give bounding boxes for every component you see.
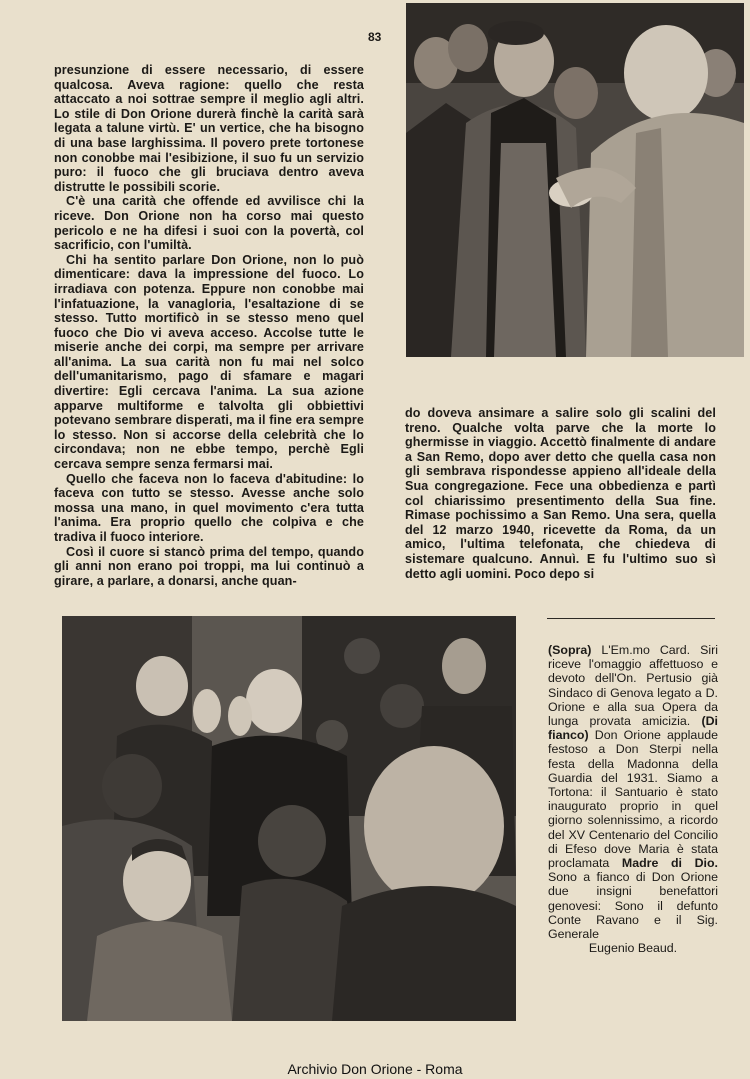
article-column-right xyxy=(405,406,716,581)
paragraph: presunzione di essere necessario, di essere qualcosa. Aveva ragione: quello che resta attaccato a noi sottrae sempre il meglio agli altri. Lo stile di Don Orione durerà finchè la carità sarà legata a talune virtù. E' un vertice, che ha bisogno di una base larghissima. Il povero prete tortonese non conobbe mai l'esibizione, il suo fu un servizio puro: il fuoco che gli bruciava dentro aveva distrutte le possibili scorie. xyxy=(54,63,364,194)
paragraph: do doveva ansimare a salire solo gli scalini del treno. Qualche volta parve che la morte lo ghermisse in viaggio. Accettò finalmente di andare a San Remo, dopo aver detto che quella casa non gli sembrava rispondesse appieno all'ideale della Sua congregazione. Fece una obbedienza e partì col chiarissimo presentimento della Sua fine. Rimase pochissimo a San Remo. Una sera, quella del 12 marzo 1940, ricevette da Roma, da un amico, l'ultima telefonata, che chiedeva di sistemare qualcuno. Annuì. E fu l'ultimo suo sì detto agli uomini. Poco depo si xyxy=(405,406,716,581)
caption-last-line: Eugenio Beaud. xyxy=(588,941,678,956)
photo-cardinal-greeting xyxy=(406,3,744,357)
paragraph: Così il cuore si stancò prima del tempo, quando gli anni non erano poi troppi, ma lui continuò a girare, a parlare, a donarsi, anche quan- xyxy=(54,544,364,588)
caption-text-side-cont: Sono a fianco di Don Orione due insigni benefattori genovesi: Sono il defunto Conte Ravano e il Sig. Generale xyxy=(548,870,718,942)
caption-text-side: Don Orione applaude festoso a Don Sterpi nella festa della Madonna della Guardia del 1931. Siamo a Tortona: il Santuario è stato inaugurato proprio in quel giorno solennissimo, a ricordo del XV Centenario del Concilio di Efeso dove Maria è stata proclamata xyxy=(548,728,718,871)
photo-caption xyxy=(548,643,718,955)
paragraph: Quello che faceva non lo faceva d'abitudine: lo faceva con tutto se stesso. Avesse anche solo mossa una mano, in quel movimento c'era tutta l'anima. Era proprio quello che colpiva e che tradiva il fuoco interiore. xyxy=(54,471,364,544)
photo-don-orione-applauding xyxy=(62,616,516,1021)
paragraph: Chi ha sentito parlare Don Orione, non lo può dimenticare: dava la impressione del fuoco. Lo irradiava con potenza. Eppure non conobbe mai l'infatuazione, la vanagloria, l'esaltazione di se stesso. Tutto mortificò in se stesso meno quel fuoco che Dio vi aveva acceso. Accolse tutte le miserie anche dei corpi, ma sempre per arrivare all'anima. La sua carità non fu mai nel solco dell'umanitarismo, pago di sfamare e magari divertire: Egli cercava l'anima. La sua azione apparve multiforme e talvolta gli obbiettivi potevano sembrare disperati, ma il fine era sempre lo stesso. Non si accorse della celebrità che lo circondava; non ne ebbe tempo, perchè Egli cercava sempre senza fermarsi mai. xyxy=(54,252,364,472)
caption-label-side: (Di fianco) xyxy=(548,714,718,743)
caption-label-above: (Sopra) xyxy=(548,643,592,657)
caption-divider xyxy=(547,618,715,619)
caption-emphasis: Madre di Dio. xyxy=(621,856,718,871)
paragraph: C'è una carità che offende ed avvilisce chi la riceve. Don Orione non ha corso mai questo pericolo e ne ha difesi i suoi con la povertà, col sacrificio, con l'umiltà. xyxy=(54,194,364,253)
article-column-left xyxy=(54,63,364,588)
caption-text-above: L'Em.mo Card. Siri riceve l'omaggio affettuoso e devoto dell'On. Pertusio già Sindaco di Genova legato a D. Orione e alla sua Opera da lunga provata amicizia. xyxy=(548,643,718,729)
archive-watermark: Archivio Don Orione - Roma xyxy=(287,1061,463,1077)
page-number: 83 xyxy=(368,30,382,44)
